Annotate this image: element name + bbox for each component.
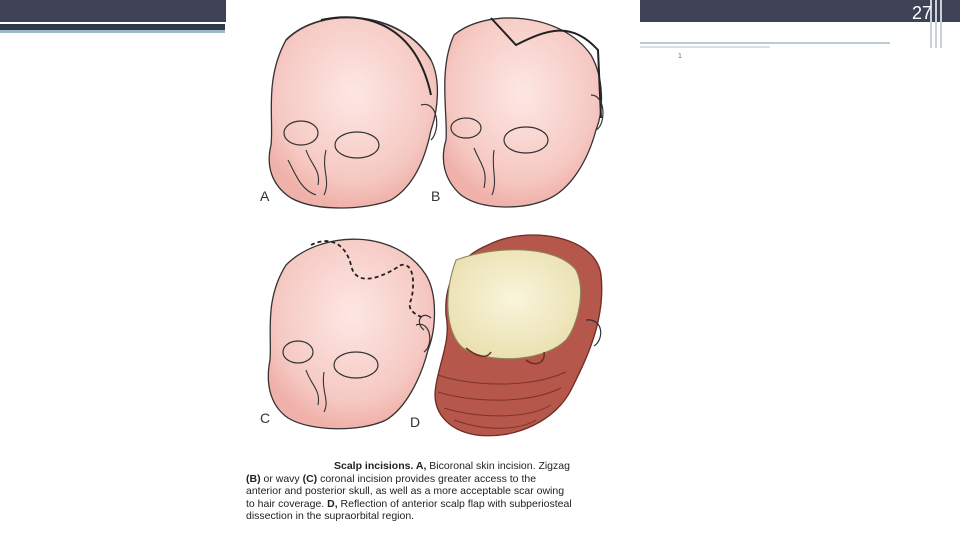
- accent-bar-light: [0, 30, 225, 33]
- accent-line-right: [640, 42, 890, 44]
- caption-line-3: anterior and posterior skull, as well as a more acceptable scar owing: [246, 485, 565, 497]
- illustration: [226, 0, 640, 460]
- panel-label-d: D: [410, 414, 421, 430]
- caption-line-2: (B) or wavy (C) coronal incision provides greater access to the: [246, 472, 537, 485]
- caption-line-4: to hair coverage. D, Reflection of anterior scalp flap with subperiosteal: [246, 497, 572, 510]
- page-number: 27: [911, 3, 932, 23]
- panel-a-head: [269, 17, 437, 208]
- panel-c-head: [268, 239, 434, 429]
- caption-line-5: dissection in the supraorbital region.: [246, 510, 415, 522]
- panel-label-c: C: [260, 410, 271, 426]
- panel-b-head: [443, 18, 603, 207]
- figure-scalp-incisions: [226, 0, 640, 540]
- tiny-mark: 1: [678, 53, 682, 60]
- panel-label-b: B: [431, 188, 441, 204]
- decorative-lines: [930, 0, 944, 48]
- caption-line-1: Scalp incisions. A, Bicoronal skin incision. Zigzag: [334, 460, 570, 472]
- panel-label-a: A: [260, 188, 270, 204]
- accent-line-right-short: [640, 46, 770, 48]
- panel-d-flap: [419, 235, 601, 436]
- figure-caption: [246, 460, 616, 523]
